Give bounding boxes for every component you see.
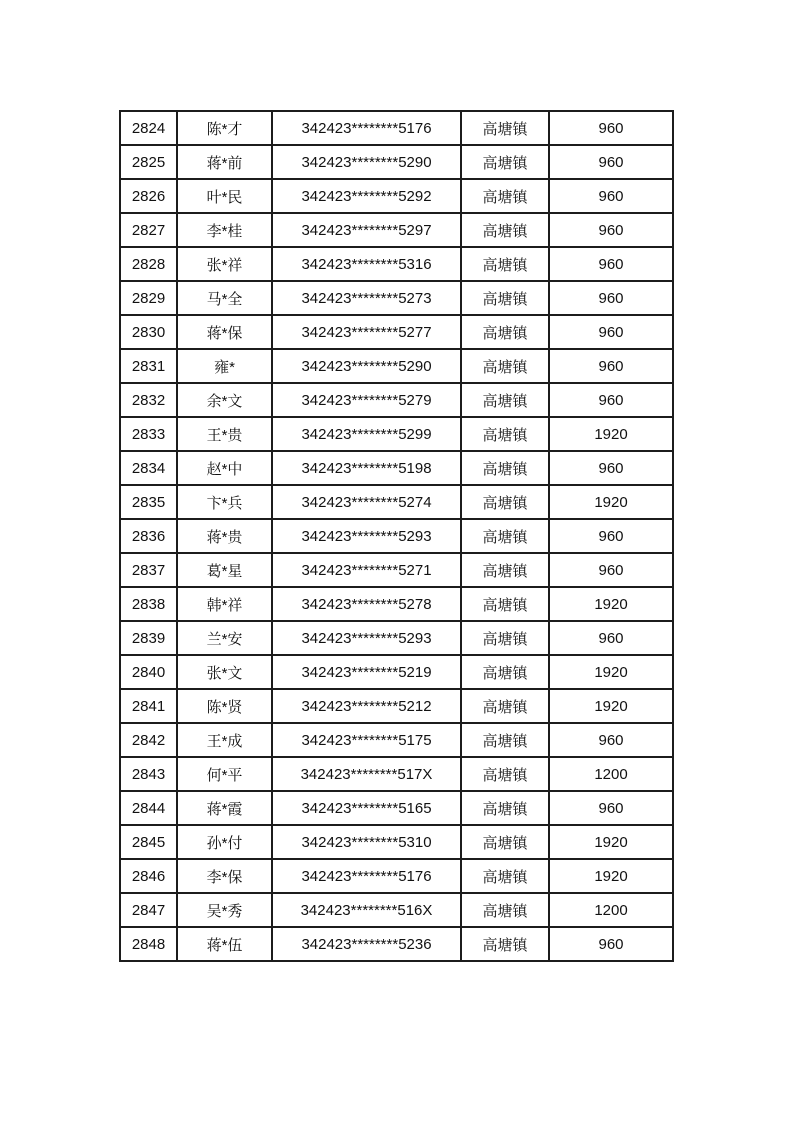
table-row xyxy=(120,281,673,315)
cell-name: 叶*民 xyxy=(177,179,272,213)
beneficiary-table xyxy=(119,110,674,962)
cell-id-number: 342423********5293 xyxy=(272,519,461,553)
cell-town: 高塘镇 xyxy=(461,451,549,485)
table-row xyxy=(120,417,673,451)
table-row xyxy=(120,111,673,145)
cell-name: 雍* xyxy=(177,349,272,383)
table-row xyxy=(120,927,673,961)
cell-id-number: 342423********5212 xyxy=(272,689,461,723)
cell-index: 2838 xyxy=(120,587,177,621)
cell-amount: 960 xyxy=(549,451,673,485)
cell-town: 高塘镇 xyxy=(461,927,549,961)
cell-name: 王*贵 xyxy=(177,417,272,451)
cell-index: 2833 xyxy=(120,417,177,451)
cell-index: 2839 xyxy=(120,621,177,655)
cell-amount: 1200 xyxy=(549,893,673,927)
table-row xyxy=(120,859,673,893)
table-row xyxy=(120,723,673,757)
cell-index: 2846 xyxy=(120,859,177,893)
table-row xyxy=(120,451,673,485)
cell-name: 兰*安 xyxy=(177,621,272,655)
cell-index: 2829 xyxy=(120,281,177,315)
cell-id-number: 342423********5292 xyxy=(272,179,461,213)
cell-town: 高塘镇 xyxy=(461,349,549,383)
cell-index: 2845 xyxy=(120,825,177,859)
cell-town: 高塘镇 xyxy=(461,485,549,519)
cell-id-number: 342423********5176 xyxy=(272,111,461,145)
cell-amount: 1920 xyxy=(549,655,673,689)
table-row xyxy=(120,213,673,247)
cell-town: 高塘镇 xyxy=(461,859,549,893)
cell-id-number: 342423********5279 xyxy=(272,383,461,417)
cell-index: 2836 xyxy=(120,519,177,553)
cell-id-number: 342423********5290 xyxy=(272,145,461,179)
cell-id-number: 342423********5165 xyxy=(272,791,461,825)
cell-amount: 960 xyxy=(549,111,673,145)
cell-town: 高塘镇 xyxy=(461,723,549,757)
cell-town: 高塘镇 xyxy=(461,893,549,927)
cell-index: 2825 xyxy=(120,145,177,179)
cell-id-number: 342423********5290 xyxy=(272,349,461,383)
cell-name: 葛*星 xyxy=(177,553,272,587)
table-row xyxy=(120,383,673,417)
cell-index: 2843 xyxy=(120,757,177,791)
cell-name: 陈*贤 xyxy=(177,689,272,723)
cell-name: 吴*秀 xyxy=(177,893,272,927)
cell-index: 2826 xyxy=(120,179,177,213)
table-row xyxy=(120,519,673,553)
cell-index: 2841 xyxy=(120,689,177,723)
cell-amount: 960 xyxy=(549,179,673,213)
cell-index: 2848 xyxy=(120,927,177,961)
cell-name: 卞*兵 xyxy=(177,485,272,519)
cell-town: 高塘镇 xyxy=(461,145,549,179)
cell-index: 2847 xyxy=(120,893,177,927)
cell-amount: 960 xyxy=(549,213,673,247)
cell-town: 高塘镇 xyxy=(461,315,549,349)
table-row xyxy=(120,247,673,281)
cell-index: 2827 xyxy=(120,213,177,247)
cell-town: 高塘镇 xyxy=(461,621,549,655)
cell-name: 张*祥 xyxy=(177,247,272,281)
cell-id-number: 342423********5273 xyxy=(272,281,461,315)
cell-index: 2831 xyxy=(120,349,177,383)
cell-amount: 960 xyxy=(549,315,673,349)
cell-index: 2837 xyxy=(120,553,177,587)
cell-index: 2834 xyxy=(120,451,177,485)
cell-amount: 960 xyxy=(549,247,673,281)
table-row xyxy=(120,349,673,383)
cell-name: 蒋*保 xyxy=(177,315,272,349)
cell-town: 高塘镇 xyxy=(461,655,549,689)
cell-town: 高塘镇 xyxy=(461,689,549,723)
cell-amount: 960 xyxy=(549,349,673,383)
cell-amount: 960 xyxy=(549,927,673,961)
cell-town: 高塘镇 xyxy=(461,213,549,247)
cell-name: 王*成 xyxy=(177,723,272,757)
cell-name: 蒋*前 xyxy=(177,145,272,179)
cell-amount: 960 xyxy=(549,791,673,825)
cell-id-number: 342423********5310 xyxy=(272,825,461,859)
cell-id-number: 342423********5277 xyxy=(272,315,461,349)
cell-index: 2840 xyxy=(120,655,177,689)
cell-town: 高塘镇 xyxy=(461,553,549,587)
table-row xyxy=(120,791,673,825)
table-row xyxy=(120,485,673,519)
cell-id-number: 342423********516X xyxy=(272,893,461,927)
cell-name: 蒋*贵 xyxy=(177,519,272,553)
cell-amount: 960 xyxy=(549,723,673,757)
table-row xyxy=(120,553,673,587)
cell-index: 2830 xyxy=(120,315,177,349)
cell-town: 高塘镇 xyxy=(461,417,549,451)
cell-amount: 960 xyxy=(549,553,673,587)
cell-amount: 1920 xyxy=(549,825,673,859)
table-row xyxy=(120,655,673,689)
cell-town: 高塘镇 xyxy=(461,791,549,825)
cell-index: 2832 xyxy=(120,383,177,417)
cell-id-number: 342423********5297 xyxy=(272,213,461,247)
cell-id-number: 342423********5274 xyxy=(272,485,461,519)
cell-amount: 1920 xyxy=(549,859,673,893)
cell-id-number: 342423********5271 xyxy=(272,553,461,587)
table-row xyxy=(120,315,673,349)
cell-name: 李*桂 xyxy=(177,213,272,247)
cell-id-number: 342423********5175 xyxy=(272,723,461,757)
cell-index: 2828 xyxy=(120,247,177,281)
cell-amount: 960 xyxy=(549,383,673,417)
cell-town: 高塘镇 xyxy=(461,281,549,315)
cell-id-number: 342423********5236 xyxy=(272,927,461,961)
cell-amount: 1920 xyxy=(549,689,673,723)
cell-town: 高塘镇 xyxy=(461,383,549,417)
cell-town: 高塘镇 xyxy=(461,111,549,145)
cell-name: 韩*祥 xyxy=(177,587,272,621)
table-row xyxy=(120,893,673,927)
cell-amount: 960 xyxy=(549,621,673,655)
cell-name: 何*平 xyxy=(177,757,272,791)
cell-index: 2844 xyxy=(120,791,177,825)
cell-name: 赵*中 xyxy=(177,451,272,485)
table-body xyxy=(120,111,673,961)
table-row xyxy=(120,145,673,179)
cell-id-number: 342423********5293 xyxy=(272,621,461,655)
cell-amount: 960 xyxy=(549,519,673,553)
cell-amount: 1200 xyxy=(549,757,673,791)
cell-name: 陈*才 xyxy=(177,111,272,145)
cell-amount: 1920 xyxy=(549,485,673,519)
cell-amount: 960 xyxy=(549,145,673,179)
cell-index: 2842 xyxy=(120,723,177,757)
cell-name: 蒋*伍 xyxy=(177,927,272,961)
table-row xyxy=(120,825,673,859)
cell-id-number: 342423********517X xyxy=(272,757,461,791)
table-row xyxy=(120,621,673,655)
cell-town: 高塘镇 xyxy=(461,757,549,791)
table-row xyxy=(120,179,673,213)
cell-amount: 1920 xyxy=(549,587,673,621)
cell-id-number: 342423********5299 xyxy=(272,417,461,451)
cell-id-number: 342423********5278 xyxy=(272,587,461,621)
cell-id-number: 342423********5176 xyxy=(272,859,461,893)
cell-amount: 1920 xyxy=(549,417,673,451)
cell-id-number: 342423********5219 xyxy=(272,655,461,689)
table-row xyxy=(120,689,673,723)
cell-name: 孙*付 xyxy=(177,825,272,859)
cell-index: 2835 xyxy=(120,485,177,519)
cell-id-number: 342423********5316 xyxy=(272,247,461,281)
table-row xyxy=(120,587,673,621)
table-row xyxy=(120,757,673,791)
cell-town: 高塘镇 xyxy=(461,587,549,621)
cell-name: 李*保 xyxy=(177,859,272,893)
cell-name: 马*全 xyxy=(177,281,272,315)
cell-name: 张*文 xyxy=(177,655,272,689)
cell-town: 高塘镇 xyxy=(461,519,549,553)
cell-town: 高塘镇 xyxy=(461,247,549,281)
cell-name: 余*文 xyxy=(177,383,272,417)
cell-index: 2824 xyxy=(120,111,177,145)
cell-town: 高塘镇 xyxy=(461,825,549,859)
cell-town: 高塘镇 xyxy=(461,179,549,213)
cell-id-number: 342423********5198 xyxy=(272,451,461,485)
cell-name: 蒋*霞 xyxy=(177,791,272,825)
cell-amount: 960 xyxy=(549,281,673,315)
